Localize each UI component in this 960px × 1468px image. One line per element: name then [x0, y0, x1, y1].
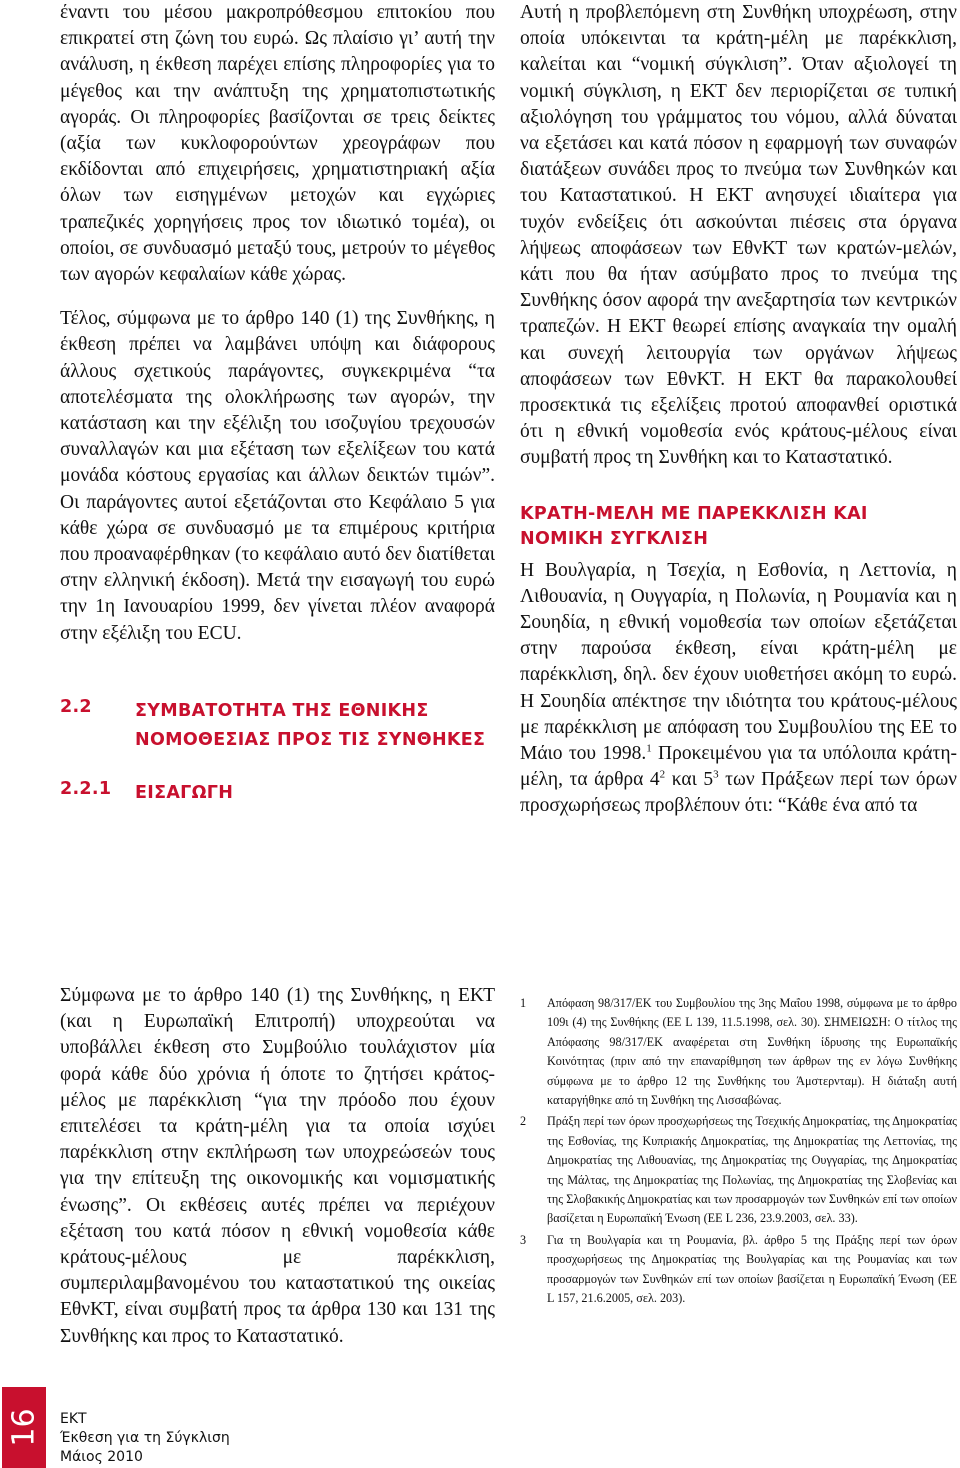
footer-publication: Έκθεση για τη Σύγκλιση — [60, 1430, 230, 1446]
states-text-3: και 5 — [665, 769, 714, 791]
footnote-ref-2[interactable]: 2 — [659, 768, 666, 781]
section-2-2-heading — [60, 697, 495, 755]
page-number: 16 — [6, 1408, 42, 1447]
states-text-1: Η Βουλγαρία, η Τσεχία, η Εσθονία, η Λεττονία, η Λιθουανία, η Ουγγαρία, η Πολωνία, η Ρουμανία και η Σουηδία, η εθνική νομοθεσία των οποίων εξετάζεται στην παρούσα έκθεση, είναι κράτη-μέλη με παρέκκλιση, δηλ. δεν έχουν υιοθετήσει ακόμη το ευρώ. Η Σουηδία απέκτησε την ιδιότητα του κράτους-μέλους με παρέκκλιση με απόφαση του Συμβουλίου της ΕΕ το Μάιο του 1998. — [520, 559, 957, 765]
footer-org: ΕΚΤ — [60, 1411, 87, 1427]
footnote-3 — [520, 1231, 957, 1309]
footnote-2 — [520, 1112, 957, 1228]
section-2-2-title-line1: ΣΥΜΒΑΤΟΤΗΤΑ ΤΗΣ ΕΘΝΙΚΗΣ — [135, 700, 429, 721]
footnote-number: 1 — [520, 996, 527, 1010]
section-2-2-1-number: 2.2.1 — [60, 778, 112, 799]
member-states-subheading: ΚΡΑΤΗ-ΜΕΛΗ ΜΕ ΠΑΡΕΚΚΛΙΣΗ ΚΑΙ ΝΟΜΙΚΗ ΣΥΓΚΛΙΣΗ — [520, 503, 868, 549]
article-140-paragraph: Τέλος, σύμφωνα με το άρθρο 140 (1) της Συνθήκης, η έκθεση πρέπει να λαμβάνει υπόψη και διάφορους άλλους σχετικούς παράγοντες, συγκεκριμένα “τα αποτελέσματα της ολοκλήρωσης των αγορών, την κατάσταση και την εξέλιξη του ισοζυγίου τρεχουσών συναλλαγών και μια εξέταση των εξελίξεων του κατά μονάδα κόστους εργασίας και άλλων δεικτών τιμών”. Οι παράγοντες αυτοί εξετάζονται στο Κεφάλαιο 5 για κάθε χώρα σε συνδυασμό με τα επιμέρους κριτήρια που προαναφέρθηκαν (το κεφάλαιο αυτό δεν διατίθεται στην ελληνική έκδοση). Μετά την εισαγωγή του ευρώ την 1η Ιανουαρίου 1999, δεν γίνεται πλέον αναφορά στην εξέλιξη του ECU. — [60, 308, 495, 644]
footnote-1 — [520, 994, 957, 1110]
footnote-ref-1[interactable]: 1 — [646, 742, 652, 755]
page-number-tab — [2, 1387, 46, 1468]
introduction-paragraph: Σύμφωνα με το άρθρο 140 (1) της Συνθήκης, η ΕΚΤ (και η Ευρωπαϊκή Επιτροπή) υποχρεούται να υποβάλλει έκθεση στο Συμβούλιο τουλάχιστον μία φορά κάθε δύο χρόνια ή όποτε το ζητήσει κράτος-μέλος με παρέκκλιση “για την πρόοδο που έχουν επιτελέσει τα κράτη-μέλη για τα οποία ισχύει παρέκκλιση στην εκπλήρωση των υποχρεώσεών τους για την επίτευξη της οικονομικής και νομισματικής ένωσης”. Οι εκθέσεις αυτές πρέπει να περιέχουν εξέταση του κατά πόσον η εθνική νομοθεσία κάθε κράτους-μέλους με παρέκκλιση, συμπεριλαμβανομένου του καταστατικού της οικείας ΕθνΚΤ, είναι συμβατή προς τα άρθρα 130 και 131 της Συνθήκης και προς το Καταστατικό. — [60, 985, 495, 1347]
footnote-text: Για τη Βουλγαρία και τη Ρουμανία, βλ. άρθρο 5 της Πράξης περί των όρων προσχωρήσεως της Δημοκρατίας της Βουλγαρίας και της Ρουμανίας και των προσαρμογών των Συνθηκών επί των οποίων βασίζεται η Ευρωπαϊκή Ένωση (ΕΕ L 157, 21.6.2005, σελ. 203). — [547, 1232, 957, 1306]
footnote-ref-3[interactable]: 3 — [713, 768, 719, 781]
section-2-2-title — [135, 697, 485, 755]
footnote-text: Πράξη περί των όρων προσχωρήσεως της Τσεχικής Δημοκρατίας, της Δημοκρατίας της Εσθονίας, της Κυπριακής Δημοκρατίας, της Δημοκρατίας της Λεττονίας, της Δημοκρατίας της Λιθουανίας, της Δημοκρατίας της Ουγγαρίας, της Δημοκρατίας της Μάλτας, της Δημοκρατίας της Πολωνίας, της Δημοκρατίας της Σλοβενίας και της Σλοβακικής Δημοκρατίας και των προσαρμογών των Συνθηκών επί των οποίων βασίζεται η Ευρωπαϊκή Ένωση (ΕΕ L 236, 23.9.2003, σελ. 33). — [547, 1114, 957, 1226]
section-2-2-1-title: ΕΙΣΑΓΩΓΗ — [135, 782, 234, 803]
footnote-number: 2 — [520, 1114, 527, 1129]
states-text-4: των Πράξεων περί των όρων προσχωρήσεως προβλέπουν ότι: “Κάθε ένα από τα — [520, 769, 957, 817]
left-column — [60, 0, 495, 808]
section-2-2-number: 2.2 — [60, 696, 92, 717]
member-states-paragraph — [520, 558, 957, 820]
footnote-text: Απόφαση 98/317/ΕΚ του Συμβουλίου της 3ης Μαΐου 1998, σύμφωνα με το άρθρο 109ι (4) της Συνθήκης (ΕΕ L 139, 11.5.1998, σελ. 30). ΣΗΜΕΙΩΣΗ: Ο τίτλος της Απόφασης 98/317/ΕΚ αναφέρεται στη Συνθήκη ίδρυσης της Ευρωπαϊκής Κοινότητας (πριν από την επαναρίθμηση των άρθρων της εν λόγω Συνθήκης σύμφωνα με το άρθρο 12 της Συνθήκης του Άμστερνταμ). Η διάταξη αυτή καταργήθηκε από τη Συνθήκη της Λισσαβώνας. — [547, 996, 957, 1108]
footnote-number: 3 — [520, 1232, 527, 1247]
legal-convergence-paragraph: Αυτή η προβλεπόμενη στη Συνθήκη υποχρέωση, στην οποία υπόκεινται τα κράτη-μέλη με παρέκκλιση, καλείται και “νομική σύγκλιση”. Όταν αξιολογεί τη νομική σύγκλιση, η ΕΚΤ δεν περιορίζεται σε τυπική αξιολόγηση του γράμματος του νόμου, αλλά δύναται να εξετάσει και κατά πόσον η εφαρμογή των συναφών διατάξεων συνάδει προς το πνεύμα των Συνθηκών και του Καταστατικού. Η ΕΚΤ ανησυχεί ιδιαίτερα για τυχόν ενδείξεις ότι ασκούνται πιέσεις στα όργανα λήψεως αποφάσεων των ΕθνΚΤ των κρατών-μελών, κάτι που θα ήταν ασύμβατο προς το πνεύμα της Συνθήκης όσον αφορά την ανεξαρτησία των κεντρικών τραπεζών. Η ΕΚΤ θεωρεί επίσης αναγκαία την ομαλή και συνεχή λειτουργία των οργάνων λήψεως αποφάσεων των ΕθνΚΤ. Η ΕΚΤ θα παρακολουθεί προσεκτικά τις εξελίξεις προτού αποφανθεί οριστικά ότι η εθνική νομοθεσία ενός κράτους-μέλους είναι συμβατή προς τη Συνθήκη και το Καταστατικό. — [520, 2, 957, 469]
footnotes — [520, 994, 957, 1309]
states-text-2: Προκειμένου για τα υπόλοιπα κράτη-μέλη, τα άρθρα 4 — [520, 743, 958, 791]
left-column-lower — [60, 983, 495, 1350]
footer-publication-info — [60, 1410, 230, 1467]
intro-continuation: έναντι του μέσου μακροπρόθεσμου επιτοκίου που επικρατεί στη ζώνη του ευρώ. Ως πλαίσιο γι’ αυτή την ανάλυση, η έκθεση παρέχει επίσης πληροφορίες για το μέγεθος και την ανάπτυξη της χρηματοπιστωτικής αγοράς. Οι πληροφορίες βασίζονται σε τρεις δείκτες (αξία των κυκλοφορούντων χρεογράφων που εκδίδονται από επιχειρήσεις, χρηματιστηριακή αξία όλων των εισηγμένων μετοχών και εγχώριες τραπεζικές χορηγήσεις προς τον ιδιωτικό τομέα), οι οποίοι, σε συνδυασμό μεταξύ τους, μετρούν το μέγεθος των αγορών κεφαλαίων κάθε χώρας. — [60, 2, 495, 286]
section-2-2-title-line2: ΝΟΜΟΘΕΣΙΑΣ ΠΡΟΣ ΤΙΣ ΣΥΝΘΗΚΕΣ — [135, 729, 486, 750]
footer-date: Μάιος 2010 — [60, 1449, 143, 1465]
section-2-2-1-heading — [60, 779, 495, 808]
footnote-list — [520, 994, 957, 1309]
right-column — [520, 0, 957, 820]
section-heading-group — [60, 697, 495, 808]
